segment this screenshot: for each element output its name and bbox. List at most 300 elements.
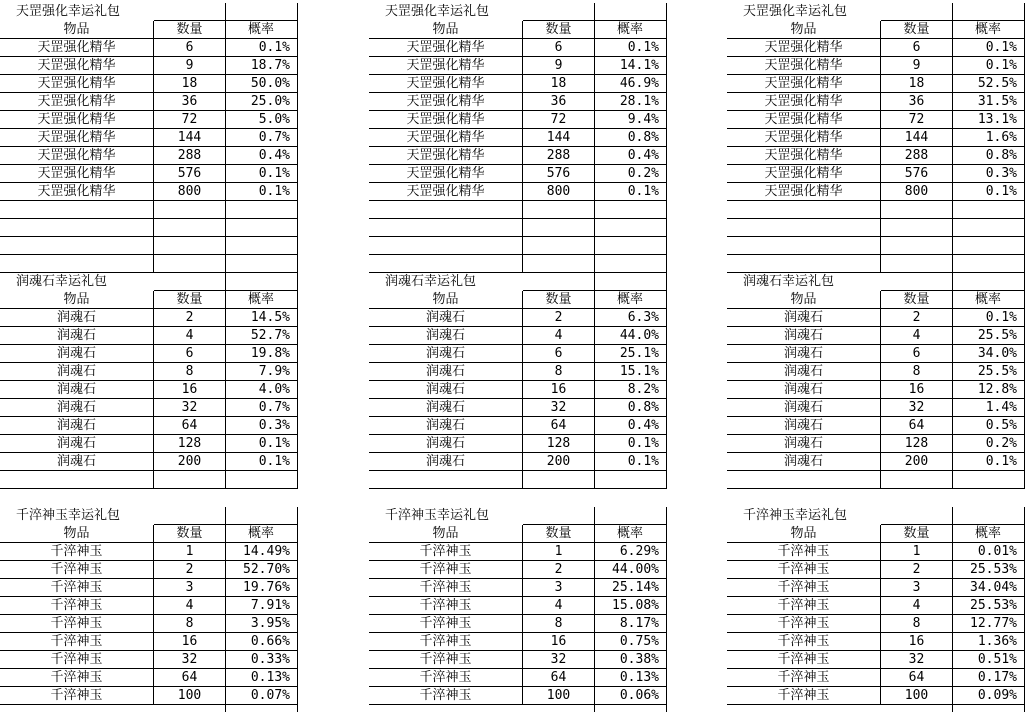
probability-cell[interactable]: 0.8% — [627, 400, 659, 415]
quantity-cell[interactable]: 4 — [554, 328, 563, 343]
probability-cell[interactable]: 0.01% — [977, 544, 1017, 559]
table-row[interactable] — [369, 615, 667, 633]
quantity-cell[interactable]: 32 — [181, 652, 198, 667]
table-row[interactable] — [0, 93, 298, 111]
table-row[interactable] — [0, 345, 298, 363]
table-row[interactable] — [727, 381, 1025, 399]
item-name-cell[interactable]: 润魂石 — [783, 364, 823, 379]
item-name-cell[interactable]: 润魂石 — [425, 400, 465, 415]
table-row[interactable] — [369, 687, 667, 705]
empty-row[interactable] — [369, 471, 667, 489]
quantity-cell[interactable]: 16 — [181, 634, 198, 649]
item-name-cell[interactable]: 千淬神玉 — [50, 670, 103, 685]
table-row[interactable] — [727, 345, 1025, 363]
probability-cell[interactable]: 46.9% — [619, 76, 659, 91]
probability-cell[interactable]: 0.7% — [258, 400, 290, 415]
item-name-cell[interactable]: 千淬神玉 — [777, 688, 830, 703]
item-name-cell[interactable]: 润魂石 — [56, 382, 96, 397]
quantity-cell[interactable]: 8 — [554, 616, 563, 631]
item-name-cell[interactable]: 天罡强化精华 — [764, 40, 843, 55]
probability-cell[interactable]: 52.7% — [250, 328, 290, 343]
quantity-cell[interactable]: 64 — [181, 418, 198, 433]
item-name-cell[interactable]: 润魂石 — [783, 346, 823, 361]
quantity-cell[interactable]: 2 — [185, 310, 194, 325]
table-row[interactable] — [369, 129, 667, 147]
item-name-cell[interactable]: 润魂石 — [425, 310, 465, 325]
quantity-cell[interactable]: 16 — [181, 382, 198, 397]
probability-cell[interactable]: 7.9% — [258, 364, 290, 379]
item-name-cell[interactable]: 天罡强化精华 — [37, 94, 116, 109]
item-name-cell[interactable]: 润魂石 — [56, 436, 96, 451]
probability-cell[interactable]: 15.1% — [619, 364, 659, 379]
probability-cell[interactable]: 34.0% — [977, 346, 1017, 361]
probability-cell[interactable]: 28.1% — [619, 94, 659, 109]
quantity-cell[interactable]: 32 — [908, 400, 925, 415]
item-name-cell[interactable]: 润魂石 — [425, 328, 465, 343]
probability-cell[interactable]: 8.17% — [619, 616, 659, 631]
item-name-cell[interactable]: 千淬神玉 — [419, 598, 472, 613]
table-row[interactable] — [0, 597, 298, 615]
table-row[interactable] — [727, 111, 1025, 129]
quantity-cell[interactable]: 800 — [177, 184, 202, 199]
probability-cell[interactable]: 13.1% — [977, 112, 1017, 127]
probability-cell[interactable]: 12.8% — [977, 382, 1017, 397]
item-name-cell[interactable]: 千淬神玉 — [777, 634, 830, 649]
quantity-cell[interactable]: 100 — [904, 688, 929, 703]
quantity-cell[interactable]: 1 — [912, 544, 921, 559]
item-name-cell[interactable]: 千淬神玉 — [777, 544, 830, 559]
item-name-cell[interactable]: 天罡强化精华 — [764, 112, 843, 127]
probability-cell[interactable]: 25.53% — [970, 598, 1017, 613]
item-name-cell[interactable]: 天罡强化精华 — [764, 148, 843, 163]
table-row[interactable] — [0, 453, 298, 471]
item-name-cell[interactable]: 润魂石 — [783, 436, 823, 451]
item-name-cell[interactable]: 润魂石 — [56, 454, 96, 469]
quantity-cell[interactable]: 144 — [177, 130, 202, 145]
item-name-cell[interactable]: 润魂石 — [783, 310, 823, 325]
quantity-cell[interactable]: 64 — [181, 670, 198, 685]
probability-cell[interactable]: 0.8% — [985, 148, 1017, 163]
table-row[interactable] — [727, 39, 1025, 57]
quantity-cell[interactable]: 128 — [904, 436, 929, 451]
quantity-cell[interactable]: 2 — [185, 562, 194, 577]
probability-cell[interactable]: 0.1% — [985, 310, 1017, 325]
probability-cell[interactable]: 0.1% — [627, 454, 659, 469]
probability-cell[interactable]: 0.1% — [985, 58, 1017, 73]
item-name-cell[interactable]: 天罡强化精华 — [37, 58, 116, 73]
quantity-cell[interactable]: 6 — [554, 346, 563, 361]
table-row[interactable] — [369, 57, 667, 75]
table-row[interactable] — [369, 309, 667, 327]
quantity-cell[interactable]: 72 — [908, 112, 925, 127]
probability-cell[interactable]: 25.5% — [977, 364, 1017, 379]
probability-cell[interactable]: 50.0% — [250, 76, 290, 91]
table-row[interactable] — [369, 93, 667, 111]
table-row[interactable] — [727, 561, 1025, 579]
table-row[interactable] — [0, 579, 298, 597]
item-name-cell[interactable]: 千淬神玉 — [50, 634, 103, 649]
item-name-cell[interactable]: 润魂石 — [56, 346, 96, 361]
quantity-cell[interactable]: 8 — [554, 364, 563, 379]
item-name-cell[interactable]: 润魂石 — [56, 400, 96, 415]
quantity-cell[interactable]: 6 — [912, 40, 921, 55]
probability-cell[interactable]: 31.5% — [977, 94, 1017, 109]
table-row[interactable] — [727, 129, 1025, 147]
probability-cell[interactable]: 0.17% — [977, 670, 1017, 685]
probability-cell[interactable]: 34.04% — [970, 580, 1017, 595]
probability-cell[interactable]: 8.2% — [627, 382, 659, 397]
table-row[interactable] — [369, 147, 667, 165]
probability-cell[interactable]: 1.4% — [985, 400, 1017, 415]
probability-cell[interactable]: 9.4% — [627, 112, 659, 127]
table-row[interactable] — [727, 57, 1025, 75]
item-name-cell[interactable]: 千淬神玉 — [777, 652, 830, 667]
probability-cell[interactable]: 0.51% — [977, 652, 1017, 667]
item-name-cell[interactable]: 润魂石 — [783, 328, 823, 343]
empty-row[interactable] — [369, 237, 667, 255]
item-name-cell[interactable]: 天罡强化精华 — [37, 148, 116, 163]
probability-cell[interactable]: 0.1% — [985, 454, 1017, 469]
table-row[interactable] — [727, 309, 1025, 327]
quantity-cell[interactable]: 2 — [912, 562, 921, 577]
quantity-cell[interactable]: 3 — [185, 580, 194, 595]
item-name-cell[interactable]: 润魂石 — [56, 364, 96, 379]
quantity-cell[interactable]: 1 — [185, 544, 194, 559]
quantity-cell[interactable]: 4 — [912, 328, 921, 343]
item-name-cell[interactable]: 千淬神玉 — [419, 634, 472, 649]
table-row[interactable] — [369, 165, 667, 183]
probability-cell[interactable]: 0.33% — [250, 652, 290, 667]
probability-cell[interactable]: 25.1% — [619, 346, 659, 361]
table-row[interactable] — [369, 183, 667, 201]
quantity-cell[interactable]: 288 — [546, 148, 571, 163]
item-name-cell[interactable]: 润魂石 — [783, 418, 823, 433]
table-row[interactable] — [727, 543, 1025, 561]
probability-cell[interactable]: 0.1% — [985, 184, 1017, 199]
probability-cell[interactable]: 44.00% — [612, 562, 659, 577]
table-row[interactable] — [0, 129, 298, 147]
probability-cell[interactable]: 14.1% — [619, 58, 659, 73]
quantity-cell[interactable]: 18 — [908, 76, 925, 91]
item-name-cell[interactable]: 千淬神玉 — [50, 688, 103, 703]
probability-cell[interactable]: 19.76% — [243, 580, 290, 595]
table-row[interactable] — [369, 543, 667, 561]
item-name-cell[interactable]: 天罡强化精华 — [37, 112, 116, 127]
quantity-cell[interactable]: 64 — [550, 418, 567, 433]
item-name-cell[interactable]: 千淬神玉 — [419, 616, 472, 631]
probability-cell[interactable]: 0.5% — [985, 418, 1017, 433]
probability-cell[interactable]: 1.36% — [977, 634, 1017, 649]
item-name-cell[interactable]: 千淬神玉 — [50, 562, 103, 577]
quantity-cell[interactable]: 128 — [177, 436, 202, 451]
quantity-cell[interactable]: 36 — [181, 94, 198, 109]
quantity-cell[interactable]: 64 — [550, 670, 567, 685]
probability-cell[interactable]: 25.53% — [970, 562, 1017, 577]
item-name-cell[interactable]: 天罡强化精华 — [406, 166, 485, 181]
probability-cell[interactable]: 12.77% — [970, 616, 1017, 631]
probability-cell[interactable]: 25.0% — [250, 94, 290, 109]
item-name-cell[interactable]: 天罡强化精华 — [406, 130, 485, 145]
quantity-cell[interactable]: 72 — [181, 112, 198, 127]
table-row[interactable] — [727, 417, 1025, 435]
probability-cell[interactable]: 0.2% — [627, 166, 659, 181]
table-row[interactable] — [727, 615, 1025, 633]
table-row[interactable] — [369, 381, 667, 399]
table-row[interactable] — [0, 543, 298, 561]
probability-cell[interactable]: 19.8% — [250, 346, 290, 361]
table-row[interactable] — [0, 669, 298, 687]
item-name-cell[interactable]: 千淬神玉 — [419, 652, 472, 667]
quantity-cell[interactable]: 200 — [904, 454, 929, 469]
quantity-cell[interactable]: 16 — [908, 382, 925, 397]
quantity-cell[interactable]: 16 — [550, 634, 567, 649]
table-row[interactable] — [369, 633, 667, 651]
quantity-cell[interactable]: 3 — [554, 580, 563, 595]
probability-cell[interactable]: 52.70% — [243, 562, 290, 577]
quantity-cell[interactable]: 200 — [177, 454, 202, 469]
probability-cell[interactable]: 0.1% — [258, 436, 290, 451]
quantity-cell[interactable]: 6 — [912, 346, 921, 361]
item-name-cell[interactable]: 天罡强化精华 — [37, 130, 116, 145]
item-name-cell[interactable]: 千淬神玉 — [777, 562, 830, 577]
probability-cell[interactable]: 4.0% — [258, 382, 290, 397]
quantity-cell[interactable]: 6 — [185, 346, 194, 361]
probability-cell[interactable]: 0.4% — [627, 418, 659, 433]
probability-cell[interactable]: 7.91% — [250, 598, 290, 613]
quantity-cell[interactable]: 2 — [554, 562, 563, 577]
table-row[interactable] — [727, 363, 1025, 381]
empty-row[interactable] — [727, 255, 1025, 273]
quantity-cell[interactable]: 2 — [554, 310, 563, 325]
table-row[interactable] — [369, 417, 667, 435]
table-row[interactable] — [727, 165, 1025, 183]
empty-row[interactable] — [727, 237, 1025, 255]
probability-cell[interactable]: 0.1% — [627, 436, 659, 451]
probability-cell[interactable]: 6.3% — [627, 310, 659, 325]
empty-row[interactable] — [0, 201, 298, 219]
quantity-cell[interactable]: 8 — [185, 364, 194, 379]
quantity-cell[interactable]: 8 — [912, 364, 921, 379]
item-name-cell[interactable]: 千淬神玉 — [419, 580, 472, 595]
table-row[interactable] — [727, 327, 1025, 345]
quantity-cell[interactable]: 3 — [912, 580, 921, 595]
table-row[interactable] — [727, 183, 1025, 201]
quantity-cell[interactable]: 32 — [908, 652, 925, 667]
item-name-cell[interactable]: 千淬神玉 — [50, 652, 103, 667]
quantity-cell[interactable]: 8 — [185, 616, 194, 631]
quantity-cell[interactable]: 9 — [185, 58, 194, 73]
quantity-cell[interactable]: 288 — [177, 148, 202, 163]
item-name-cell[interactable]: 天罡强化精华 — [764, 94, 843, 109]
table-row[interactable] — [727, 435, 1025, 453]
probability-cell[interactable]: 0.66% — [250, 634, 290, 649]
probability-cell[interactable]: 0.1% — [985, 40, 1017, 55]
table-row[interactable] — [727, 687, 1025, 705]
item-name-cell[interactable]: 千淬神玉 — [777, 580, 830, 595]
item-name-cell[interactable]: 润魂石 — [425, 382, 465, 397]
probability-cell[interactable]: 0.1% — [258, 166, 290, 181]
quantity-cell[interactable]: 4 — [554, 598, 563, 613]
quantity-cell[interactable]: 200 — [546, 454, 571, 469]
probability-cell[interactable]: 0.3% — [258, 418, 290, 433]
table-row[interactable] — [369, 669, 667, 687]
quantity-cell[interactable]: 6 — [554, 40, 563, 55]
item-name-cell[interactable]: 千淬神玉 — [419, 670, 472, 685]
quantity-cell[interactable]: 576 — [546, 166, 571, 181]
table-row[interactable] — [727, 651, 1025, 669]
table-row[interactable] — [0, 309, 298, 327]
item-name-cell[interactable]: 天罡强化精华 — [764, 58, 843, 73]
quantity-cell[interactable]: 8 — [912, 616, 921, 631]
probability-cell[interactable]: 0.09% — [977, 688, 1017, 703]
table-row[interactable] — [0, 435, 298, 453]
quantity-cell[interactable]: 16 — [550, 382, 567, 397]
quantity-cell[interactable]: 128 — [546, 436, 571, 451]
item-name-cell[interactable]: 天罡强化精华 — [764, 166, 843, 181]
empty-row[interactable] — [727, 201, 1025, 219]
table-row[interactable] — [369, 345, 667, 363]
table-row[interactable] — [0, 651, 298, 669]
item-name-cell[interactable]: 千淬神玉 — [777, 616, 830, 631]
probability-cell[interactable]: 5.0% — [258, 112, 290, 127]
probability-cell[interactable]: 0.1% — [258, 184, 290, 199]
table-row[interactable] — [727, 597, 1025, 615]
table-row[interactable] — [0, 111, 298, 129]
probability-cell[interactable]: 44.0% — [619, 328, 659, 343]
empty-row[interactable] — [369, 219, 667, 237]
probability-cell[interactable]: 15.08% — [612, 598, 659, 613]
quantity-cell[interactable]: 800 — [546, 184, 571, 199]
quantity-cell[interactable]: 1 — [554, 544, 563, 559]
item-name-cell[interactable]: 千淬神玉 — [50, 616, 103, 631]
table-row[interactable] — [727, 669, 1025, 687]
table-row[interactable] — [369, 597, 667, 615]
table-row[interactable] — [0, 561, 298, 579]
probability-cell[interactable]: 1.6% — [985, 130, 1017, 145]
quantity-cell[interactable]: 800 — [904, 184, 929, 199]
item-name-cell[interactable]: 天罡强化精华 — [37, 76, 116, 91]
item-name-cell[interactable]: 天罡强化精华 — [37, 40, 116, 55]
quantity-cell[interactable]: 288 — [904, 148, 929, 163]
item-name-cell[interactable]: 天罡强化精华 — [406, 112, 485, 127]
quantity-cell[interactable]: 2 — [912, 310, 921, 325]
item-name-cell[interactable]: 千淬神玉 — [419, 562, 472, 577]
table-row[interactable] — [369, 435, 667, 453]
item-name-cell[interactable]: 润魂石 — [783, 382, 823, 397]
item-name-cell[interactable]: 天罡强化精华 — [406, 94, 485, 109]
quantity-cell[interactable]: 144 — [546, 130, 571, 145]
item-name-cell[interactable]: 天罡强化精华 — [406, 40, 485, 55]
probability-cell[interactable]: 0.1% — [627, 40, 659, 55]
probability-cell[interactable]: 0.4% — [627, 148, 659, 163]
table-row[interactable] — [369, 327, 667, 345]
quantity-cell[interactable]: 16 — [908, 634, 925, 649]
probability-cell[interactable]: 25.14% — [612, 580, 659, 595]
probability-cell[interactable]: 0.1% — [258, 40, 290, 55]
empty-row[interactable] — [0, 255, 298, 273]
quantity-cell[interactable]: 18 — [550, 76, 567, 91]
item-name-cell[interactable]: 润魂石 — [783, 400, 823, 415]
item-name-cell[interactable]: 润魂石 — [425, 364, 465, 379]
item-name-cell[interactable]: 天罡强化精华 — [764, 76, 843, 91]
empty-row[interactable] — [369, 255, 667, 273]
quantity-cell[interactable]: 100 — [177, 688, 202, 703]
table-row[interactable] — [0, 57, 298, 75]
item-name-cell[interactable]: 千淬神玉 — [777, 670, 830, 685]
table-row[interactable] — [369, 111, 667, 129]
table-row[interactable] — [369, 651, 667, 669]
quantity-cell[interactable]: 64 — [908, 670, 925, 685]
probability-cell[interactable]: 0.07% — [250, 688, 290, 703]
item-name-cell[interactable]: 润魂石 — [56, 418, 96, 433]
probability-cell[interactable]: 0.7% — [258, 130, 290, 145]
probability-cell[interactable]: 25.5% — [977, 328, 1017, 343]
item-name-cell[interactable]: 天罡强化精华 — [764, 130, 843, 145]
item-name-cell[interactable]: 天罡强化精华 — [406, 58, 485, 73]
probability-cell[interactable]: 6.29% — [619, 544, 659, 559]
quantity-cell[interactable]: 100 — [546, 688, 571, 703]
quantity-cell[interactable]: 4 — [912, 598, 921, 613]
item-name-cell[interactable]: 天罡强化精华 — [37, 166, 116, 181]
quantity-cell[interactable]: 64 — [908, 418, 925, 433]
quantity-cell[interactable]: 9 — [554, 58, 563, 73]
item-name-cell[interactable]: 千淬神玉 — [50, 544, 103, 559]
quantity-cell[interactable]: 576 — [904, 166, 929, 181]
table-row[interactable] — [369, 363, 667, 381]
table-row[interactable] — [727, 93, 1025, 111]
probability-cell[interactable]: 0.13% — [619, 670, 659, 685]
table-row[interactable] — [369, 561, 667, 579]
item-name-cell[interactable]: 润魂石 — [425, 418, 465, 433]
quantity-cell[interactable]: 9 — [912, 58, 921, 73]
table-row[interactable] — [369, 75, 667, 93]
item-name-cell[interactable]: 润魂石 — [56, 328, 96, 343]
empty-row[interactable] — [0, 237, 298, 255]
quantity-cell[interactable]: 32 — [550, 652, 567, 667]
probability-cell[interactable]: 0.75% — [619, 634, 659, 649]
item-name-cell[interactable]: 千淬神玉 — [777, 598, 830, 613]
quantity-cell[interactable]: 18 — [181, 76, 198, 91]
probability-cell[interactable]: 0.3% — [985, 166, 1017, 181]
table-row[interactable] — [0, 39, 298, 57]
table-row[interactable] — [0, 327, 298, 345]
empty-row[interactable] — [727, 219, 1025, 237]
probability-cell[interactable]: 0.38% — [619, 652, 659, 667]
table-row[interactable] — [0, 381, 298, 399]
quantity-cell[interactable]: 6 — [185, 40, 194, 55]
probability-cell[interactable]: 0.06% — [619, 688, 659, 703]
table-row[interactable] — [727, 453, 1025, 471]
table-row[interactable] — [727, 633, 1025, 651]
quantity-cell[interactable]: 32 — [550, 400, 567, 415]
table-row[interactable] — [727, 75, 1025, 93]
probability-cell[interactable]: 3.95% — [250, 616, 290, 631]
quantity-cell[interactable]: 72 — [550, 112, 567, 127]
item-name-cell[interactable]: 润魂石 — [425, 454, 465, 469]
table-row[interactable] — [0, 183, 298, 201]
empty-row[interactable] — [727, 471, 1025, 489]
table-row[interactable] — [0, 633, 298, 651]
quantity-cell[interactable]: 144 — [904, 130, 929, 145]
table-row[interactable] — [0, 363, 298, 381]
probability-cell[interactable]: 0.1% — [627, 184, 659, 199]
table-row[interactable] — [0, 417, 298, 435]
quantity-cell[interactable]: 36 — [550, 94, 567, 109]
probability-cell[interactable]: 14.49% — [243, 544, 290, 559]
item-name-cell[interactable]: 千淬神玉 — [50, 598, 103, 613]
table-row[interactable] — [727, 147, 1025, 165]
quantity-cell[interactable]: 36 — [908, 94, 925, 109]
